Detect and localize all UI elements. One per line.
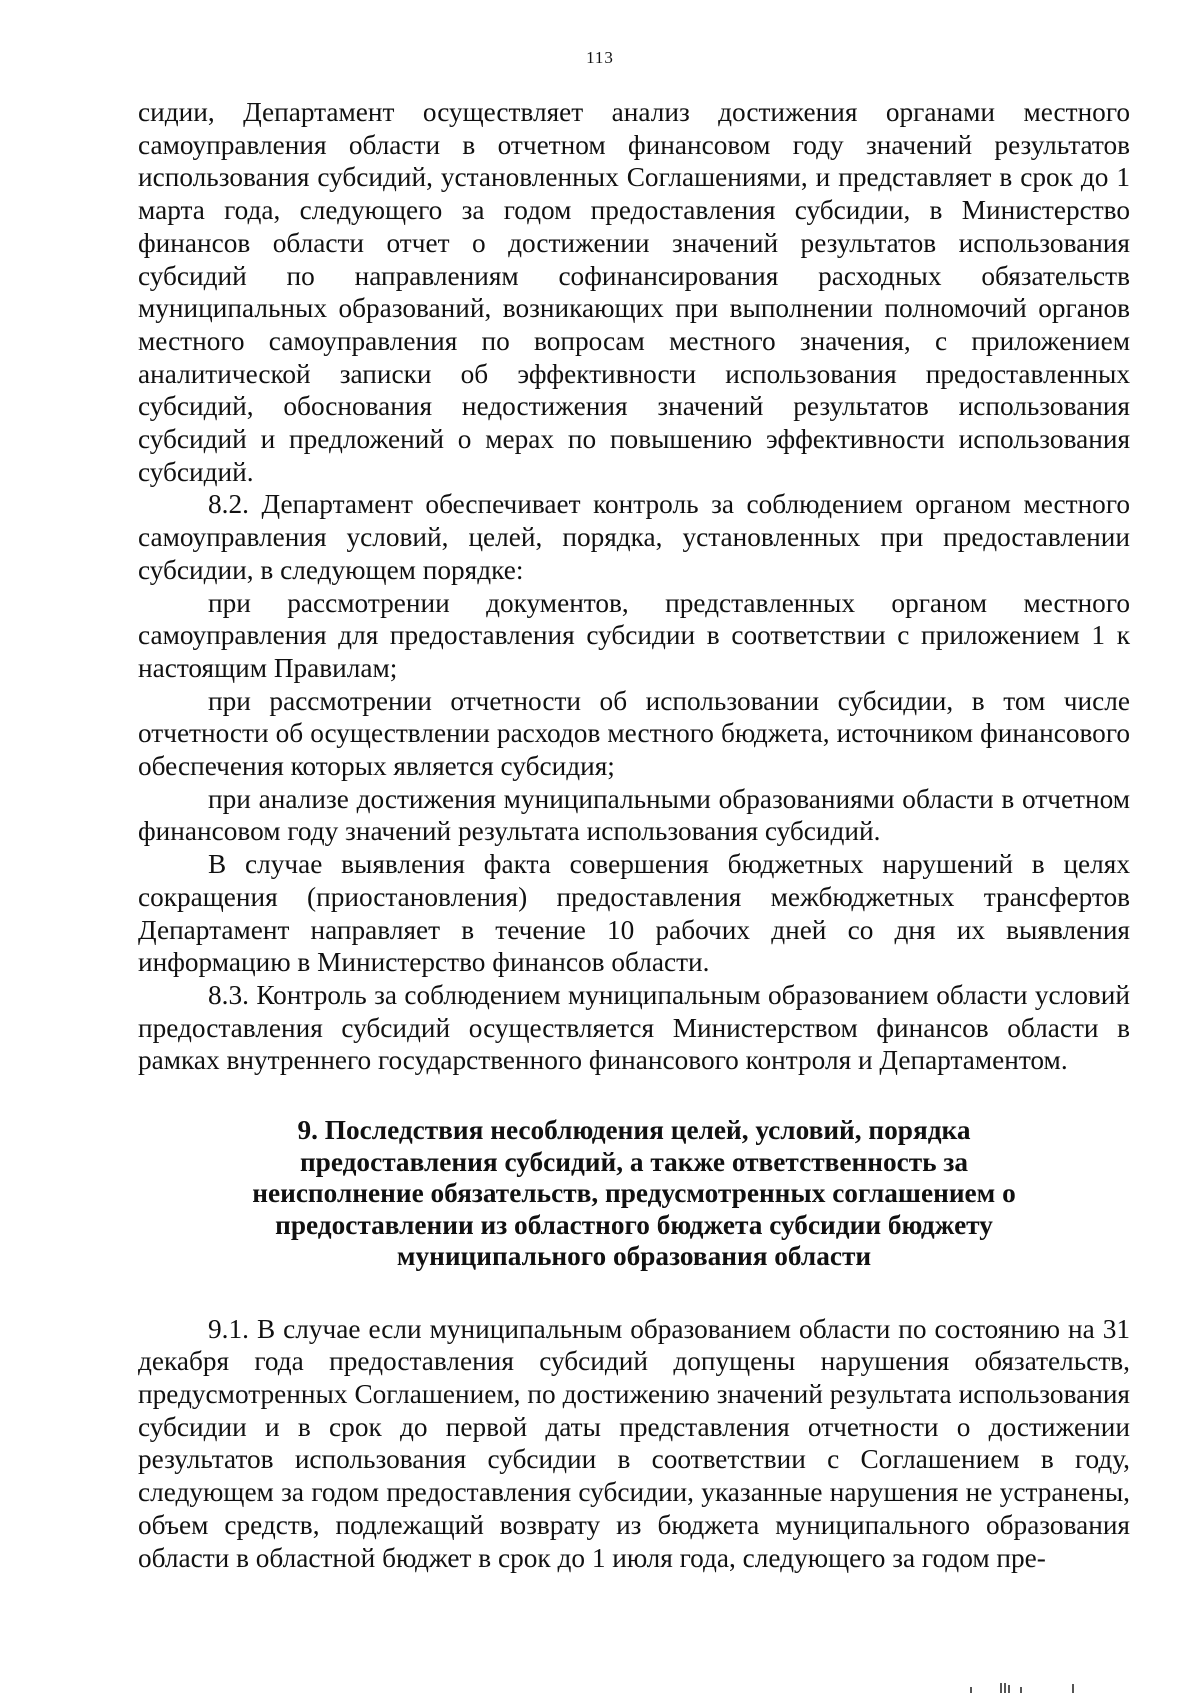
- paragraph-budget-violations: В случае выявления факта совершения бюджетных нарушений в целях сокращения (приостановления) предоставления межбюджетных трансфертов Департамент направляет в течение 10 рабочих дней со дня их выявления информацию в Министерство финансов области.: [138, 849, 1130, 978]
- paragraph-8-2: 8.2. Департамент обеспечивает контроль за соблюдением органом местного самоуправления условий, целей, порядка, установленных при предоставлении субсидии, в следующем порядке:: [138, 489, 1130, 585]
- document-body: [138, 96, 1130, 1574]
- paragraph-reporting-review: при рассмотрении отчетности об использовании субсидии, в том числе отчетности об осуществлении расходов местного бюджета, источником финансового обеспечения которых является субсидия;: [138, 685, 1130, 782]
- paragraph-analysis-continuation: сидии, Департамент осуществляет анализ достижения органами местного самоуправления области в отчетном финансовом году значений результатов использования субсидий, установленных Соглашениями, и представляет в срок до 1 марта года, следующего за годом предоставления субсидии, в Министерство финансов области отчет о достижении значений результатов использования субсидий по направлениям софинансирования расходных обязательств муниципальных образований, возникающих при выполнении полномочий органов местного самоуправления по вопросам местного значения, с приложением аналитической записки об эффективности использования предоставленных субсидий, обоснования недостижения значений результатов использования субсидий и предложений о мерах по повышению эффективности использования субсидий.: [138, 97, 1130, 487]
- section-9-heading: 9. Последствия несоблюдения целей, условий, порядка предоставления субсидий, а также ответственность за неисполнение обязательств, предусмотренных соглашением о предоставлении из областного бюджета субсидии бюджету муниципального образования области: [252, 1115, 1016, 1272]
- paragraph-documents-review: при рассмотрении документов, представленных органом местного самоуправления для предоставления субсидии в соответствии с приложением 1 к настоящим Правилам;: [138, 587, 1130, 683]
- paragraph-8-3: 8.3. Контроль за соблюдением муниципальным образованием области условий предоставления субсидий осуществляется Министерством финансов области в рамках внутреннего государственного финансового контроля и Департаментом.: [138, 979, 1130, 1076]
- paragraph-9-1: 9.1. В случае если муниципальным образованием области по состоянию на 31 декабря года предоставления субсидий допущены нарушения обязательств, предусмотренных Соглашением, по достижению значений результата использования субсидии и в срок до первой даты представления отчетности о достижении результатов использования субсидии в соответствии с Соглашением в году, следующем за годом предоставления субсидии, указанные нарушения не устранены, объем средств, подлежащий возврату из бюджета муниципального образования области в областной бюджет в срок до 1 июля года, следующего за годом пре-: [138, 1313, 1130, 1573]
- paragraph-results-analysis: при анализе достижения муниципальными образованиями области в отчетном финансовом году значений результата использования субсидий.: [138, 783, 1130, 847]
- scan-artifact-marks: [960, 1681, 1080, 1693]
- page-number: 113: [586, 48, 614, 67]
